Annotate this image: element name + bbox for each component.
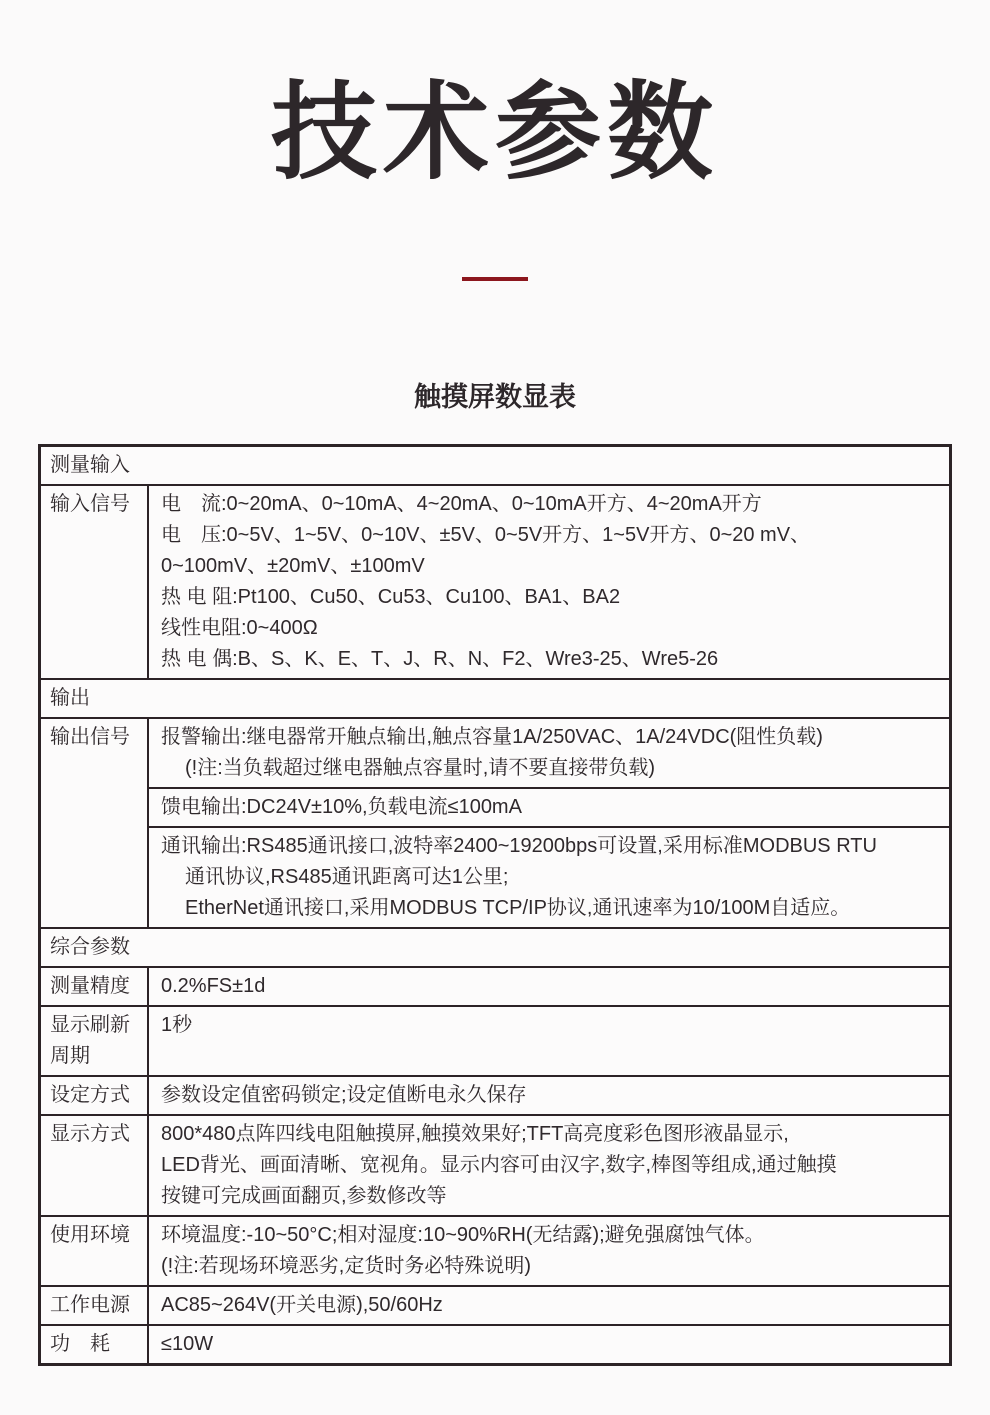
row-content bbox=[149, 719, 949, 927]
row-label-line: 使用环境 bbox=[50, 1224, 130, 1247]
row-label-line: 输入信号 bbox=[50, 493, 130, 516]
row-content bbox=[149, 1077, 949, 1114]
content-line: LED背光、画面清晰、宽视角。显示内容可由汉字,数字,棒图等组成,通过触摸 bbox=[161, 1154, 837, 1177]
row-label-line: 显示方式 bbox=[50, 1123, 130, 1146]
table-row bbox=[41, 717, 949, 927]
content-line: 馈电输出:DC24V±10%,负载电流≤100mA bbox=[161, 796, 522, 819]
row-content bbox=[149, 968, 949, 1005]
row-label bbox=[41, 1077, 149, 1114]
content-line: 800*480点阵四线电阻触摸屏,触摸效果好;TFT高亮度彩色图形液晶显示, bbox=[161, 1123, 789, 1146]
row-label bbox=[41, 486, 149, 678]
content-line: 电 流:0~20mA、0~10mA、4~20mA、0~10mA开方、4~20mA开方 bbox=[161, 493, 762, 516]
content-block bbox=[149, 1217, 949, 1285]
content-block bbox=[149, 1007, 949, 1075]
content-block bbox=[149, 826, 949, 927]
table-section-row bbox=[41, 927, 949, 966]
content-line: 报警输出:继电器常开触点输出,触点容量1A/250VAC、1A/24VDC(阻性负载) bbox=[161, 726, 823, 749]
content-block bbox=[149, 1116, 949, 1215]
content-block bbox=[149, 968, 949, 1005]
content-block bbox=[149, 787, 949, 826]
spec-table bbox=[38, 444, 952, 1366]
content-line: 通讯输出:RS485通讯接口,波特率2400~19200bps可设置,采用标准MODBUS RTU bbox=[161, 835, 877, 858]
row-label bbox=[41, 680, 98, 717]
row-label-line: 设定方式 bbox=[50, 1084, 130, 1107]
table-section-row bbox=[41, 447, 949, 484]
row-label bbox=[41, 447, 138, 484]
row-content bbox=[149, 1116, 949, 1215]
table-row bbox=[41, 966, 949, 1005]
row-label-line: 测量精度 bbox=[50, 975, 130, 998]
row-label-line: 输出 bbox=[50, 687, 90, 710]
title-divider bbox=[462, 277, 528, 281]
content-line: 线性电阻:0~400Ω bbox=[161, 617, 318, 640]
row-label-line: 周期 bbox=[50, 1045, 90, 1068]
row-label bbox=[41, 929, 138, 966]
table-row bbox=[41, 1075, 949, 1114]
table-row bbox=[41, 1324, 949, 1363]
content-line: 通讯协议,RS485通讯距离可达1公里; bbox=[185, 866, 509, 889]
row-label-line: 输出信号 bbox=[50, 726, 130, 749]
row-content bbox=[149, 1287, 949, 1324]
content-line: 0.2%FS±1d bbox=[161, 975, 266, 998]
row-label bbox=[41, 1007, 149, 1075]
content-line: 热 电 阻:Pt100、Cu50、Cu53、Cu100、BA1、BA2 bbox=[161, 586, 621, 609]
page-title: 技术参数 bbox=[271, 74, 719, 192]
content-line: 按键可完成画面翻页,参数修改等 bbox=[161, 1185, 447, 1208]
row-label bbox=[41, 1287, 149, 1324]
content-line: 1秒 bbox=[161, 1014, 193, 1037]
table-row bbox=[41, 1005, 949, 1075]
content-line: 环境温度:-10~50°C;相对湿度:10~90%RH(无结露);避免强腐蚀气体。 bbox=[161, 1224, 765, 1247]
content-block bbox=[149, 1287, 949, 1324]
row-label-line: 测量输入 bbox=[50, 454, 130, 477]
content-block bbox=[149, 486, 949, 678]
row-label bbox=[41, 719, 149, 927]
row-label bbox=[41, 1116, 149, 1215]
row-content bbox=[149, 1007, 949, 1075]
content-line: EtherNet通讯接口,采用MODBUS TCP/IP协议,通讯速率为10/100M自适应。 bbox=[185, 897, 851, 920]
content-line: 电 压:0~5V、1~5V、0~10V、±5V、0~5V开方、1~5V开方、0~20 mV、 bbox=[161, 524, 811, 547]
table-row bbox=[41, 484, 949, 678]
content-line: 热 电 偶:B、S、K、E、T、J、R、N、F2、Wre3-25、Wre5-26 bbox=[161, 648, 719, 671]
content-line: 参数设定值密码锁定;设定值断电永久保存 bbox=[161, 1084, 527, 1107]
table-row bbox=[41, 1285, 949, 1324]
content-block bbox=[149, 1077, 949, 1114]
content-line bbox=[161, 1041, 941, 1072]
row-content bbox=[149, 486, 949, 678]
table-row bbox=[41, 1114, 949, 1215]
row-label-line: 功 耗 bbox=[50, 1333, 110, 1356]
table-section-row bbox=[41, 678, 949, 717]
row-label-line: 综合参数 bbox=[50, 936, 130, 959]
content-line: 0~100mV、±20mV、±100mV bbox=[161, 555, 425, 578]
table-row bbox=[41, 1215, 949, 1285]
table-title: 触摸屏数显表 bbox=[414, 382, 576, 413]
row-content bbox=[149, 1217, 949, 1285]
content-block bbox=[149, 719, 949, 787]
row-label-line: 显示刷新 bbox=[50, 1014, 130, 1037]
content-line: ≤10W bbox=[161, 1333, 214, 1356]
row-label bbox=[41, 968, 149, 1005]
row-label bbox=[41, 1217, 149, 1285]
content-line: (!注:若现场环境恶劣,定货时务必特殊说明) bbox=[161, 1255, 531, 1278]
content-line: AC85~264V(开关电源),50/60Hz bbox=[161, 1294, 443, 1317]
row-label-line: 工作电源 bbox=[50, 1294, 130, 1317]
content-line: (!注:当负载超过继电器触点容量时,请不要直接带负载) bbox=[185, 757, 655, 780]
